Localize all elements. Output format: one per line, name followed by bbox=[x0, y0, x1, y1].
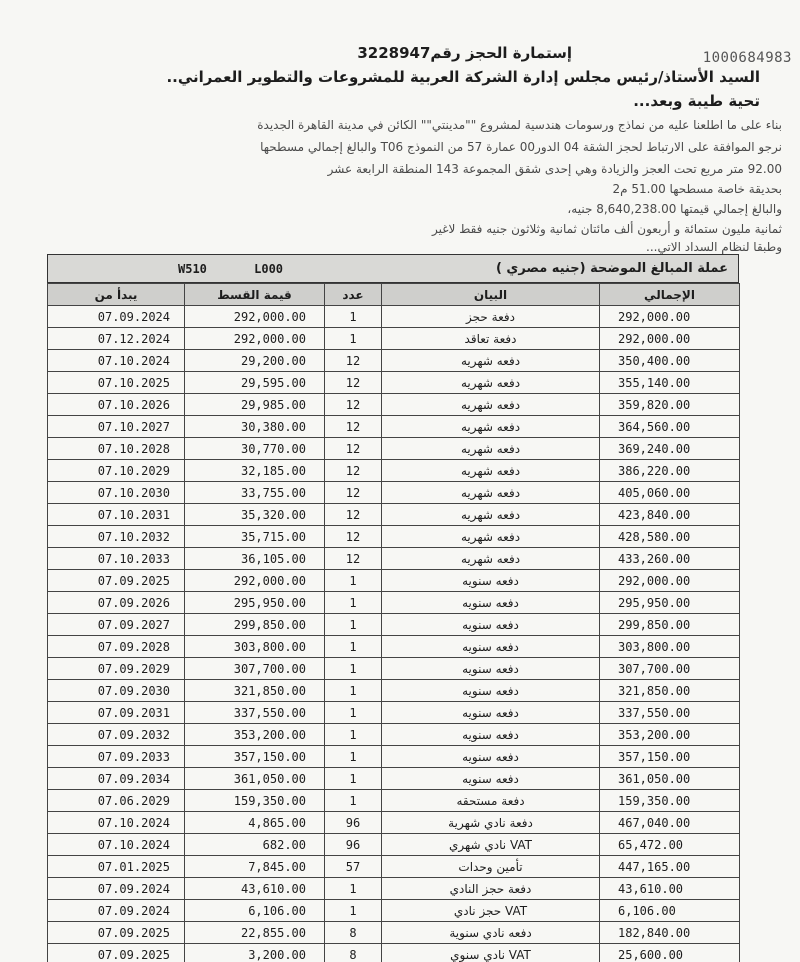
document-number: 1000684983 bbox=[702, 50, 792, 66]
total-cell: 405,060.00 bbox=[600, 482, 740, 504]
description-cell: دفعه شهريه bbox=[382, 394, 600, 416]
total-cell: 350,400.00 bbox=[600, 350, 740, 372]
description-cell: دفعه شهريه bbox=[382, 372, 600, 394]
total-cell: 386,220.00 bbox=[600, 460, 740, 482]
description-cell: دفعه سنويه bbox=[382, 724, 600, 746]
count-cell: 1 bbox=[325, 702, 382, 724]
installment-cell: 292,000.00 bbox=[185, 328, 325, 350]
installment-cell: 295,950.00 bbox=[185, 592, 325, 614]
installment-cell: 7,845.00 bbox=[185, 856, 325, 878]
total-cell: 423,840.00 bbox=[600, 504, 740, 526]
count-cell: 12 bbox=[325, 526, 382, 548]
start-date-cell: 07.10.2028 bbox=[48, 438, 185, 460]
total-cell: 43,610.00 bbox=[600, 878, 740, 900]
total-cell: 321,850.00 bbox=[600, 680, 740, 702]
total-cell: 353,200.00 bbox=[600, 724, 740, 746]
count-cell: 1 bbox=[325, 614, 382, 636]
description-cell: دفعه شهريه bbox=[382, 438, 600, 460]
start-date-cell: 07.10.2024 bbox=[48, 350, 185, 372]
count-cell: 12 bbox=[325, 438, 382, 460]
table-row bbox=[48, 702, 740, 724]
total-cell: 65,472.00 bbox=[600, 834, 740, 856]
count-cell: 1 bbox=[325, 900, 382, 922]
table-row bbox=[48, 944, 740, 962]
count-cell: 1 bbox=[325, 768, 382, 790]
total-cell: 447,165.00 bbox=[600, 856, 740, 878]
total-cell: 159,350.00 bbox=[600, 790, 740, 812]
total-cell: 355,140.00 bbox=[600, 372, 740, 394]
description-cell: دفعه شهريه bbox=[382, 350, 600, 372]
description-cell: دفعه سنويه bbox=[382, 768, 600, 790]
count-cell: 1 bbox=[325, 328, 382, 350]
start-date-cell: 07.10.2031 bbox=[48, 504, 185, 526]
start-date-cell: 07.12.2024 bbox=[48, 328, 185, 350]
table-row bbox=[48, 790, 740, 812]
total-cell: 295,950.00 bbox=[600, 592, 740, 614]
body-text-line: والبالغ إجمالي قيمتها 8,640,238.00 جنيه، bbox=[567, 202, 782, 216]
count-cell: 1 bbox=[325, 658, 382, 680]
installment-cell: 299,850.00 bbox=[185, 614, 325, 636]
count-cell: 12 bbox=[325, 504, 382, 526]
total-cell: 369,240.00 bbox=[600, 438, 740, 460]
start-date-cell: 07.10.2024 bbox=[48, 812, 185, 834]
installment-cell: 36,105.00 bbox=[185, 548, 325, 570]
description-cell: دفعه شهريه bbox=[382, 548, 600, 570]
installment-cell: 337,550.00 bbox=[185, 702, 325, 724]
start-date-cell: 07.09.2033 bbox=[48, 746, 185, 768]
count-cell: 1 bbox=[325, 680, 382, 702]
table-header-row bbox=[48, 284, 740, 306]
column-header-installment: قيمة القسط bbox=[185, 284, 325, 306]
installment-cell: 29,985.00 bbox=[185, 394, 325, 416]
table-row bbox=[48, 372, 740, 394]
start-date-cell: 07.09.2034 bbox=[48, 768, 185, 790]
description-cell: VAT حجز نادي bbox=[382, 900, 600, 922]
description-cell: دفعه شهريه bbox=[382, 416, 600, 438]
column-header-total: الإجمالي bbox=[600, 284, 740, 306]
count-cell: 96 bbox=[325, 834, 382, 856]
installment-cell: 353,200.00 bbox=[185, 724, 325, 746]
installment-cell: 321,850.00 bbox=[185, 680, 325, 702]
body-text-line: نرجو الموافقة على الارتباط لحجز الشقة 04 الدور00 عمارة 57 من النموذج T06 والبالغ إجمالي مسطحها bbox=[260, 140, 782, 154]
description-cell: دفعه سنويه bbox=[382, 658, 600, 680]
total-cell: 337,550.00 bbox=[600, 702, 740, 724]
count-cell: 1 bbox=[325, 724, 382, 746]
start-date-cell: 07.06.2029 bbox=[48, 790, 185, 812]
count-cell: 8 bbox=[325, 922, 382, 944]
body-text-line: ثمانية مليون ستمائة و أربعون ألف مائتان ثمانية وثلاثون جنيه فقط لاغير bbox=[432, 222, 782, 236]
installment-cell: 6,106.00 bbox=[185, 900, 325, 922]
table-row bbox=[48, 878, 740, 900]
total-cell: 467,040.00 bbox=[600, 812, 740, 834]
table-row bbox=[48, 856, 740, 878]
table-row bbox=[48, 526, 740, 548]
count-cell: 12 bbox=[325, 460, 382, 482]
start-date-cell: 07.09.2029 bbox=[48, 658, 185, 680]
start-date-cell: 07.10.2026 bbox=[48, 394, 185, 416]
description-cell: VAT نادي سنوي bbox=[382, 944, 600, 962]
greeting-line: تحية طيبة وبعد... bbox=[633, 92, 760, 110]
total-cell: 25,600.00 bbox=[600, 944, 740, 962]
installment-cell: 35,715.00 bbox=[185, 526, 325, 548]
table-row bbox=[48, 504, 740, 526]
body-text-line: 92.00 متر مربع تحت العجز والزيادة وهي إحدى شقق المجموعة 143 المنطقة الرابعة عشر bbox=[327, 162, 782, 176]
start-date-cell: 07.10.2030 bbox=[48, 482, 185, 504]
table-row bbox=[48, 614, 740, 636]
installment-cell: 22,855.00 bbox=[185, 922, 325, 944]
form-title: إستمارة الحجز رقم3228947 bbox=[357, 44, 572, 62]
table-row bbox=[48, 658, 740, 680]
start-date-cell: 07.09.2030 bbox=[48, 680, 185, 702]
start-date-cell: 07.09.2025 bbox=[48, 922, 185, 944]
total-cell: 299,850.00 bbox=[600, 614, 740, 636]
addressee-line: السيد الأستاذ/رئيس مجلس إدارة الشركة العربية للمشروعات والتطوير العمراني.. bbox=[166, 68, 760, 86]
installment-cell: 43,610.00 bbox=[185, 878, 325, 900]
start-date-cell: 07.09.2027 bbox=[48, 614, 185, 636]
installment-cell: 292,000.00 bbox=[185, 570, 325, 592]
start-date-cell: 07.09.2025 bbox=[48, 570, 185, 592]
count-cell: 8 bbox=[325, 944, 382, 962]
installment-cell: 682.00 bbox=[185, 834, 325, 856]
installment-cell: 29,595.00 bbox=[185, 372, 325, 394]
count-cell: 1 bbox=[325, 306, 382, 328]
start-date-cell: 07.10.2025 bbox=[48, 372, 185, 394]
start-date-cell: 07.10.2032 bbox=[48, 526, 185, 548]
start-date-cell: 07.09.2025 bbox=[48, 944, 185, 962]
table-row bbox=[48, 350, 740, 372]
total-cell: 292,000.00 bbox=[600, 306, 740, 328]
table-row bbox=[48, 900, 740, 922]
installment-cell: 32,185.00 bbox=[185, 460, 325, 482]
payment-table bbox=[47, 283, 740, 962]
description-cell: دفعه شهريه bbox=[382, 504, 600, 526]
table-row bbox=[48, 812, 740, 834]
table-row bbox=[48, 680, 740, 702]
total-cell: 359,820.00 bbox=[600, 394, 740, 416]
description-cell: دفعه سنويه bbox=[382, 614, 600, 636]
start-date-cell: 07.10.2033 bbox=[48, 548, 185, 570]
unit-codes: W510 L000 bbox=[178, 261, 284, 276]
count-cell: 12 bbox=[325, 416, 382, 438]
description-cell: دفعة حجز النادي bbox=[382, 878, 600, 900]
total-cell: 428,580.00 bbox=[600, 526, 740, 548]
count-cell: 1 bbox=[325, 878, 382, 900]
count-cell: 12 bbox=[325, 394, 382, 416]
description-cell: دفعه شهريه bbox=[382, 482, 600, 504]
start-date-cell: 07.09.2032 bbox=[48, 724, 185, 746]
installment-cell: 35,320.00 bbox=[185, 504, 325, 526]
table-body bbox=[48, 306, 740, 962]
installment-cell: 30,380.00 bbox=[185, 416, 325, 438]
total-cell: 6,106.00 bbox=[600, 900, 740, 922]
installment-cell: 30,770.00 bbox=[185, 438, 325, 460]
installment-cell: 292,000.00 bbox=[185, 306, 325, 328]
description-cell: دفعة نادي شهرية bbox=[382, 812, 600, 834]
count-cell: 12 bbox=[325, 372, 382, 394]
start-date-cell: 07.09.2024 bbox=[48, 900, 185, 922]
table-row bbox=[48, 768, 740, 790]
table-row bbox=[48, 438, 740, 460]
description-cell: دفعه شهريه bbox=[382, 460, 600, 482]
count-cell: 57 bbox=[325, 856, 382, 878]
installment-cell: 4,865.00 bbox=[185, 812, 325, 834]
installment-cell: 159,350.00 bbox=[185, 790, 325, 812]
description-cell: دفعه سنويه bbox=[382, 746, 600, 768]
count-cell: 1 bbox=[325, 790, 382, 812]
start-date-cell: 07.01.2025 bbox=[48, 856, 185, 878]
table-row bbox=[48, 482, 740, 504]
table-row bbox=[48, 328, 740, 350]
count-cell: 1 bbox=[325, 636, 382, 658]
total-cell: 433,260.00 bbox=[600, 548, 740, 570]
body-text-line: بحديقة خاصة مسطحها 51.00 م2 bbox=[612, 182, 782, 196]
count-cell: 12 bbox=[325, 482, 382, 504]
total-cell: 292,000.00 bbox=[600, 328, 740, 350]
count-cell: 1 bbox=[325, 592, 382, 614]
total-cell: 361,050.00 bbox=[600, 768, 740, 790]
start-date-cell: 07.09.2028 bbox=[48, 636, 185, 658]
description-cell: دفعه نادي سنوية bbox=[382, 922, 600, 944]
table-row bbox=[48, 548, 740, 570]
table-row bbox=[48, 724, 740, 746]
total-cell: 307,700.00 bbox=[600, 658, 740, 680]
description-cell: VAT نادي شهري bbox=[382, 834, 600, 856]
body-text-line: بناء على ما اطلعنا عليه من نماذج ورسومات هندسية لمشروع ""مدينتي"" الكائن في مدينة القاهرة الجديدة bbox=[257, 118, 782, 132]
total-cell: 292,000.00 bbox=[600, 570, 740, 592]
description-cell: دفعه سنويه bbox=[382, 570, 600, 592]
table-row bbox=[48, 306, 740, 328]
column-header-count: عدد bbox=[325, 284, 382, 306]
table-row bbox=[48, 460, 740, 482]
start-date-cell: 07.10.2027 bbox=[48, 416, 185, 438]
total-cell: 182,840.00 bbox=[600, 922, 740, 944]
description-cell: دفعه سنويه bbox=[382, 636, 600, 658]
start-date-cell: 07.10.2024 bbox=[48, 834, 185, 856]
currency-bar bbox=[47, 254, 739, 283]
count-cell: 12 bbox=[325, 548, 382, 570]
start-date-cell: 07.09.2031 bbox=[48, 702, 185, 724]
table-row bbox=[48, 834, 740, 856]
description-cell: دفعة تعاقد bbox=[382, 328, 600, 350]
description-cell: دفعة مستحقه bbox=[382, 790, 600, 812]
count-cell: 1 bbox=[325, 746, 382, 768]
description-cell: تأمين وحدات bbox=[382, 856, 600, 878]
body-text-line: وطبقا لنظام السداد الاتي... bbox=[646, 240, 782, 254]
installment-cell: 307,700.00 bbox=[185, 658, 325, 680]
table-row bbox=[48, 746, 740, 768]
table-row bbox=[48, 394, 740, 416]
installment-cell: 303,800.00 bbox=[185, 636, 325, 658]
installment-cell: 33,755.00 bbox=[185, 482, 325, 504]
count-cell: 96 bbox=[325, 812, 382, 834]
start-date-cell: 07.09.2024 bbox=[48, 306, 185, 328]
count-cell: 12 bbox=[325, 350, 382, 372]
currency-label: عملة المبالغ الموضحة (جنيه مصري ) bbox=[495, 261, 728, 276]
installment-cell: 29,200.00 bbox=[185, 350, 325, 372]
start-date-cell: 07.09.2024 bbox=[48, 878, 185, 900]
description-cell: دفعه سنويه bbox=[382, 680, 600, 702]
table-row bbox=[48, 570, 740, 592]
table-row bbox=[48, 636, 740, 658]
start-date-cell: 07.09.2026 bbox=[48, 592, 185, 614]
description-cell: دفعه سنويه bbox=[382, 592, 600, 614]
table-row bbox=[48, 592, 740, 614]
total-cell: 303,800.00 bbox=[600, 636, 740, 658]
installment-cell: 3,200.00 bbox=[185, 944, 325, 962]
installment-cell: 357,150.00 bbox=[185, 746, 325, 768]
total-cell: 357,150.00 bbox=[600, 746, 740, 768]
payment-schedule bbox=[47, 254, 739, 962]
description-cell: دفعه شهريه bbox=[382, 526, 600, 548]
description-cell: دفعة حجز bbox=[382, 306, 600, 328]
table-row bbox=[48, 922, 740, 944]
column-header-start-date: يبدأ من bbox=[48, 284, 185, 306]
column-header-description: البيان bbox=[382, 284, 600, 306]
table-row bbox=[48, 416, 740, 438]
count-cell: 1 bbox=[325, 570, 382, 592]
start-date-cell: 07.10.2029 bbox=[48, 460, 185, 482]
total-cell: 364,560.00 bbox=[600, 416, 740, 438]
installment-cell: 361,050.00 bbox=[185, 768, 325, 790]
description-cell: دفعه سنويه bbox=[382, 702, 600, 724]
